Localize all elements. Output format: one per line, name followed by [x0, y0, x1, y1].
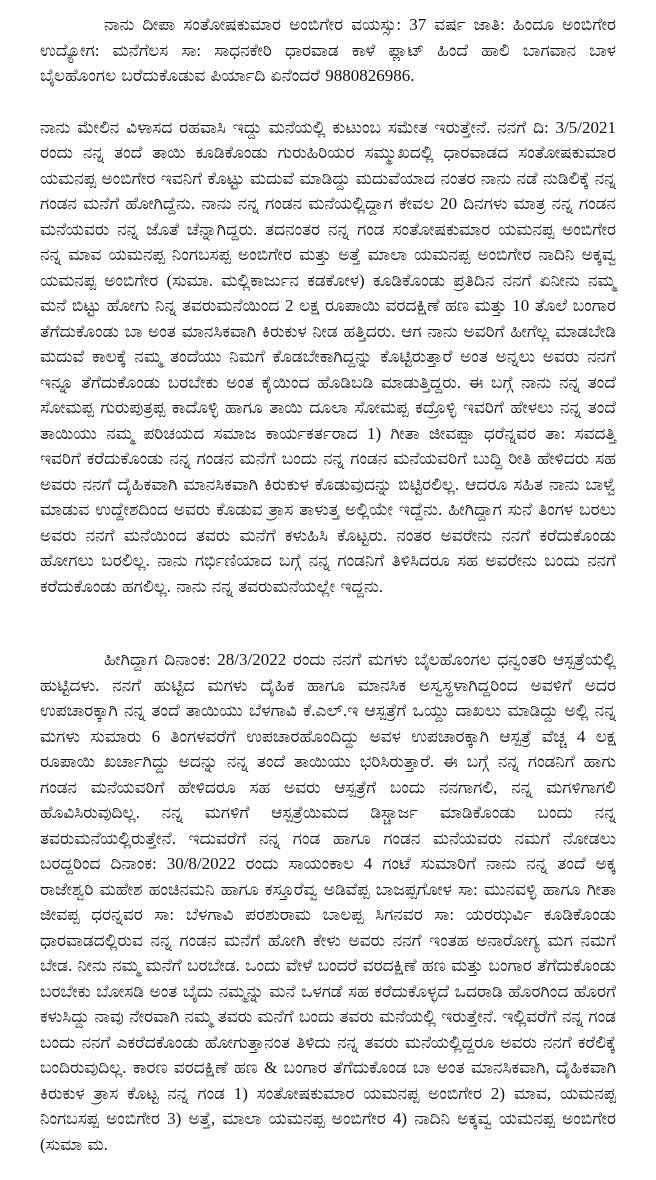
paragraph-complaint-body-2: ಹೀಗಿದ್ದಾಗ ದಿನಾಂಕ: 28/3/2022 ರಂದು ನನಗೆ ಮಗಳು ಬೈಲಹೊಂಗಲ ಧನ್ವಂತರಿ ಆಸ್ಪತ್ರೆಯಲ್ಲಿ ಹುಟ್ಟಿದಳು. ನನಗೆ ಹುಟ್ಟಿದ ಮಗಳು ದೈಹಿಕ ಹಾಗೂ ಮಾನಸಿಕ ಅಸ್ವಸ್ಥಳಾಗಿದ್ದರಿಂದ ಅವಳಿಗೆ ಅದರ ಉಪಚಾರಕ್ಕಾಗಿ ನನ್ನ ತಂದೆ ತಾಯಿಯು ಬೆಳಗಾವಿ ಕೆ.ಎಲ್.ಇ ಆಸ್ಪತ್ರೆಗೆ ಒಯ್ದು ದಾಖಲು ಮಾಡಿದ್ದು ಅಲ್ಲಿ ನನ್ನ ಮಗಳು ಸುಮಾರು 6 ತಿಂಗಳವರೆಗೆ ಉಪಚಾರಹೊಂದಿದ್ದು ಅವಳ ಉಪಚಾರಕ್ಕಾಗಿ ಆಸ್ಪತ್ರೆ ವೆಚ್ಚ 4 ಲಕ್ಷ ರೂಪಾಯಿ ಖರ್ಚಾಗಿದ್ದು ಅದನ್ನು ನನ್ನ ತಂದೆ ತಾಯಿಯು ಭರಿಸಿರುತ್ತಾರೆ. ಈ ಬಗ್ಗೆ ನನ್ನ ಗಂಡನಿಗೆ ಹಾಗು ಗಂಡನ ಮನೆಯವರಿಗೆ ಹೇಳಿದರೂ ಸಹ ಅವರು ಆಸ್ಪತ್ರೆಗೆ ಬಂದು ನನಗಾಗಲಿ, ನನ್ನ ಮಗಳಿಗಾಗಲಿ ಹೊವಿಸಿರುವುದಿಲ್ಲ. ನನ್ನ ಮಗಳಿಗೆ ಆಸ್ಪತ್ರೆಯಿಮದ ಡಿಸ್ಚಾರ್ಜ ಮಾಡಿಕೊಂಡು ಬಂದು ನನ್ನ ತವರುಮನೆಯಲ್ಲಿರುತ್ತೇನೆ. ಇದುವರೆಗೆ ನನ್ನ ಗಂಡ ಹಾಗೂ ಗಂಡನ ಮನೆಯವರು ನಮಗೆ ನೋಡಲು ಬರದ್ದರಿಂದ ದಿನಾಂಕ: 30/8/2022 ರಂದು ಸಾಯಂಕಾಲ 4 ಗಂಟೆ ಸುಮಾರಿಗೆ ನಾನು ನನ್ನ ತಂದೆ ಅಕ್ಕ ರಾಜೇಶ್ವರಿ ಮಹೇಶ ಹಂಚಿನಮನಿ ಹಾಗೂ ಕಸ್ತೂರೆವ್ವ ಅಡಿವೆಪ್ಪ ಬಾಜಪ್ಪಗೋಳ ಸಾ: ಮುನವಳ್ಳಿ ಹಾಗೂ ಗೀತಾ ಜೀವಪ್ಪ ಧರನ್ನವರ ಸಾ: ಬೆಳಗಾವಿ ಪರಶುರಾಮ ಬಾಲಪ್ಪ ಸಿಗನವರ ಸಾ: ಯರಝರ್ವಿ ಕೂಡಿಕೊಂಡು ಧಾರವಾಡದಲ್ಲಿರುವ ನನ್ನ ಗಂಡನ ಮನೆಗೆ ಹೋಗಿ ಕೇಳು ಅವರು ನನಗೆ ಇಂತಹ ಅನಾರೋಗ್ಯ ಮಗ ನಮಗೆ ಬೇಡ. ನೀನು ನಮ್ಮ ಮನೆಗೆ ಬರಬೇಡ. ಒಂದು ವೇಳೆ ಬಂದರೆ ವರದಕ್ಷಿಣೆ ಹಣ ಮತ್ತು ಬಂಗಾರ ತೆಗೆದುಕೊಂಡು ಬರಬೇಕು ಬೋಸಡಿ ಅಂತ ಬೈದು ನಮ್ಮನ್ನು ಮನೆ ಒಳಗಡೆ ಸಹ ಕರೆದುಕೊಳ್ಳದೆ ಒದರಾಡಿ ಹೊರಗಿಂದ ಹೊರಗೆ ಕಳುಸಿದ್ದು ನಾವು ನೇರವಾಗಿ ನಮ್ಮ ತವರು ಮನೆಗೆ ಬಂದು ತವರು ಮನೆಯಲ್ಲಿ ಇರುತ್ತೇನೆ. ಇಲ್ಲಿವರೆಗೆ ನನ್ನ ಗಂಡ ಬಂದು ನನಗೆ ಎಕರೆದಕೊಂಡು ಹೋಗುತ್ತಾನಂತ ತಿಳಿದು ನನ್ನ ತವರು ಮನೆಯಲ್ಲಿದ್ದರೂ ಅವರು ನನಗೆ ಕರೆಲಿಕ್ಕೆ ಬಂದಿರುವುದಿಲ್ಲ. ಕಾರಣ ವರದಕ್ಷಿಣೆ ಹಣ & ಬಂಗಾರ ತೆಗೆದುಕೊಂಡ ಬಾ ಅಂತ ಮಾನಸಿಕವಾಗಿ, ದೈಹಿಕವಾಗಿ ಕಿರುಕುಳ ತ್ರಾಸ ಕೊಟ್ಟ ನನ್ನ ಗಂಡ 1) ಸಂತೋಷಕುಮಾರ ಯಮನಪ್ಪ ಅಂಬಿಗೇರ 2) ಮಾವ, ಯಮನಪ್ಪ ನಿಂಗಬಸಪ್ಪ ಅಂಬಿಗೇರ 3) ಅತ್ತೆ, ಮಾಲಾ ಯಮನಪ್ಪ ಅಂಬಿಗೇರ 4) ನಾದಿನಿ ಅಕ್ಕವ್ವ ಯಮನಪ್ಪ ಅಂಬಿಗೇರ (ಸುಮಾ ಮ.: [40, 650, 616, 1154]
paragraph-complainant-intro: ನಾನು ದೀಪಾ ಸಂತೋಷಕುಮಾರ ಅಂಬಿಗೇರ ವಯಸ್ಸು: 37 ವರ್ಷ ಜಾತಿ: ಹಿಂದೂ ಅಂಬಿಗೇರ ಉದ್ಯೋಗ: ಮನೆಗೆಲಸ ಸಾ: ಸಾಧನಕೇರಿ ಧಾರವಾಡ ಕಾಳೆ ಪ್ಲಾಟ್ ಹಿಂದೆ ಹಾಲಿ ಬಾಗವಾನ ಬಾಳ ಬೈಲಹೊಂಗಲ ಬರೆದುಕೊಡುವ ಪಿರ್ಯಾದಿ ಏನೆಂದರೆ 9880826986.: [40, 15, 616, 85]
paragraph-complaint-body-1: ನಾನು ಮೇಲಿನ ವಿಳಾಸದ ರಹವಾಸಿ ಇದ್ದು ಮನೆಯಲ್ಲಿ ಕುಟುಂಬ ಸಮೇತ ಇರುತ್ತೇನೆ. ನನಗೆ ದಿ: 3/5/2021 ರಂದು ನನ್ನ ತಂದೆ ತಾಯಿ ಕೂಡಿಕೊಂಡು ಗುರುಹಿರಿಯರ ಸಮ್ಮುಖದಲ್ಲಿ ಧಾರವಾಡದ ಸಂತೋಷಕುಮಾರ ಯಮನಪ್ಪ ಅಂಬಿಗೇರ ಇವನಿಗೆ ಕೊಟ್ಟು ಮದುವೆ ಮಾಡಿದ್ದು ಮದುವೆಯಾದ ನಂತರ ನಾನು ನಡೆ ನುಡಿಲಿಕ್ಕೆ ನನ್ನ ಗಂಡನ ಮನೆಗೆ ಹೋಗಿದ್ದೆನು. ನಾನು ನನ್ನ ಗಂಡನ ಮನೆಯಲ್ಲಿದ್ದಾಗ ಕೇವಲ 20 ದಿನಗಳು ಮಾತ್ರ ನನ್ನ ಗಂಡನ ಮನೆಯವರು ನನ್ನ ಜೊತೆ ಚೆನ್ನಾಗಿದ್ದರು. ತದನಂತರ ನನ್ನ ಗಂಡ ಸಂತೋಷಕುಮಾರ ಯಮನಪ್ಪ ಅಂಬಿಗೇರ ನನ್ನ ಮಾವ ಯಮನಪ್ಪ ನಿಂಗಬಸಪ್ಪ ಅಂಬಿಗೇರ ಮತ್ತು ಅತ್ತೆ ಮಾಲಾ ಯಮನಪ್ಪ ಅಂಬಿಗೇರ ನಾದಿನಿ ಅಕ್ಕವ್ವ ಯಮನಪ್ಪ ಅಂಬಿಗೇರ (ಸುಮಾ. ಮಲ್ಲಿಕಾರ್ಜುನ ಕಡಕೋಳ) ಕೂಡಿಕೊಂಡು ಪ್ರತಿದಿನ ನನಗೆ ಏನೀನು ನಮ್ಮ ಮನೆ ಬಿಟ್ಟು ಹೋಗು ನಿನ್ನ ತವರುಮನೆಯಿಂದ 2 ಲಕ್ಷ ರೂಪಾಯಿ ವರದಕ್ಷಿಣೆ ಹಣ ಮತ್ತು 10 ತೊಲೆ ಬಂಗಾರ ತೆಗೆದುಕೊಂಡು ಬಾ ಅಂತ ಮಾನಸಿಕವಾಗಿ ಕಿರುಕುಳ ನೀಡ ಹತ್ತಿದರು. ಆಗ ನಾನು ಅವರಿಗೆ ಹೀಗೆಲ್ಲ ಮಾಡಬೇಡಿ ಮದುವೆ ಕಾಲಕ್ಕೆ ನಮ್ಮ ತಂದೆಯು ನಿಮಗೆ ಕೊಡಬೇಕಾಗಿದ್ದನ್ನು ಕೊಟ್ಟಿರುತ್ತಾರೆ ಅಂತ ಅನ್ನಲು ಅವರು ನನಗೆ ಇನ್ನೂ ತೆಗೆದುಕೊಂಡು ಬರಬೇಕು ಅಂತ ಕೈಯಿಂದ ಹೊಡಿಬಡಿ ಮಾಡುತ್ತಿದ್ದರು. ಈ ಬಗ್ಗೆ ನಾನು ನನ್ನ ತಂದೆ ಸೋಮಪ್ಪ ಗುರುಪುತ್ರಪ್ಪ ಕಾದೊಳ್ಳಿ ಹಾಗೂ ತಾಯಿ ದೂಲಾ ಸೋಮಪ್ಪ ಕದ್ರೊಳ್ಳಿ ಇವರಿಗೆ ಹೇಳಲು ನನ್ನ ತಂದೆ ತಾಯಿಯು ನಮ್ಮ ಪರಿಚಯದ ಸಮಾಜ ಕಾರ್ಯಕರ್ತರಾದ 1) ಗೀತಾ ಜೀವಪ್ಪಾ ಧರೆನ್ನವರ ತಾ: ಸವದತ್ತಿ ಇವರಿಗೆ ಕರೆದುಕೊಂಡು ನನ್ನ ಗಂಡನ ಮನೆಗೆ ಬಂದು ನನ್ನ ಗಂಡನ ಮನೆಯವರಿಗೆ ಬುದ್ದಿ ರೀತಿ ಹೇಳಿದರು ಸಹ ಅವರು ನನಗೆ ದೈಹಿಕವಾಗಿ ಮಾನಸಿಕವಾಗಿ ಕಿರುಕುಳ ಕೊಡುವುದನ್ನು ಬಿಟ್ಟಿರಲಿಲ್ಲ. ಆದರೂ ಸಹಿತ ನಾನು ಬಾಳ್ವೆ ಮಾಡುವ ಉದ್ದೇಶದಿಂದ ಅವರು ಕೊಡುವ ತ್ರಾಸ ತಾಳುತ್ತ ಅಲ್ಲಿಯೇ ಇದ್ದೆನು. ಹೀಗಿದ್ದಾಗ ಸುನೆ ತಿಂಗಳ ಬರಲು ಅವರು ನನಗೆ ಮನೆಯಿಂದ ತವರು ಮನೆಗೆ ಕಳುಹಿಸಿ ಕೊಟ್ಟರು. ನಂತರ ಅವರೇನು ನನಗೆ ಕರೆದುಕೊಂಡು ಹೋಗಲು ಬರಲಿಲ್ಲ. ನಾನು ಗರ್ಭಿಣಿಯಾದ ಬಗ್ಗೆ ನನ್ನ ಗಂಡನಿಗೆ ತಿಳಿಸಿದರೂ ಸಹ ಅವರೇನು ಬಂದು ನನಗೆ ಕರೆದುಕೊಂಡು ಹಗಲಿಲ್ಲ. ನಾನು ನನ್ನ ತವರುಮನೆಯಲ್ಲೇ ಇದ್ದನು.: [40, 117, 616, 596]
